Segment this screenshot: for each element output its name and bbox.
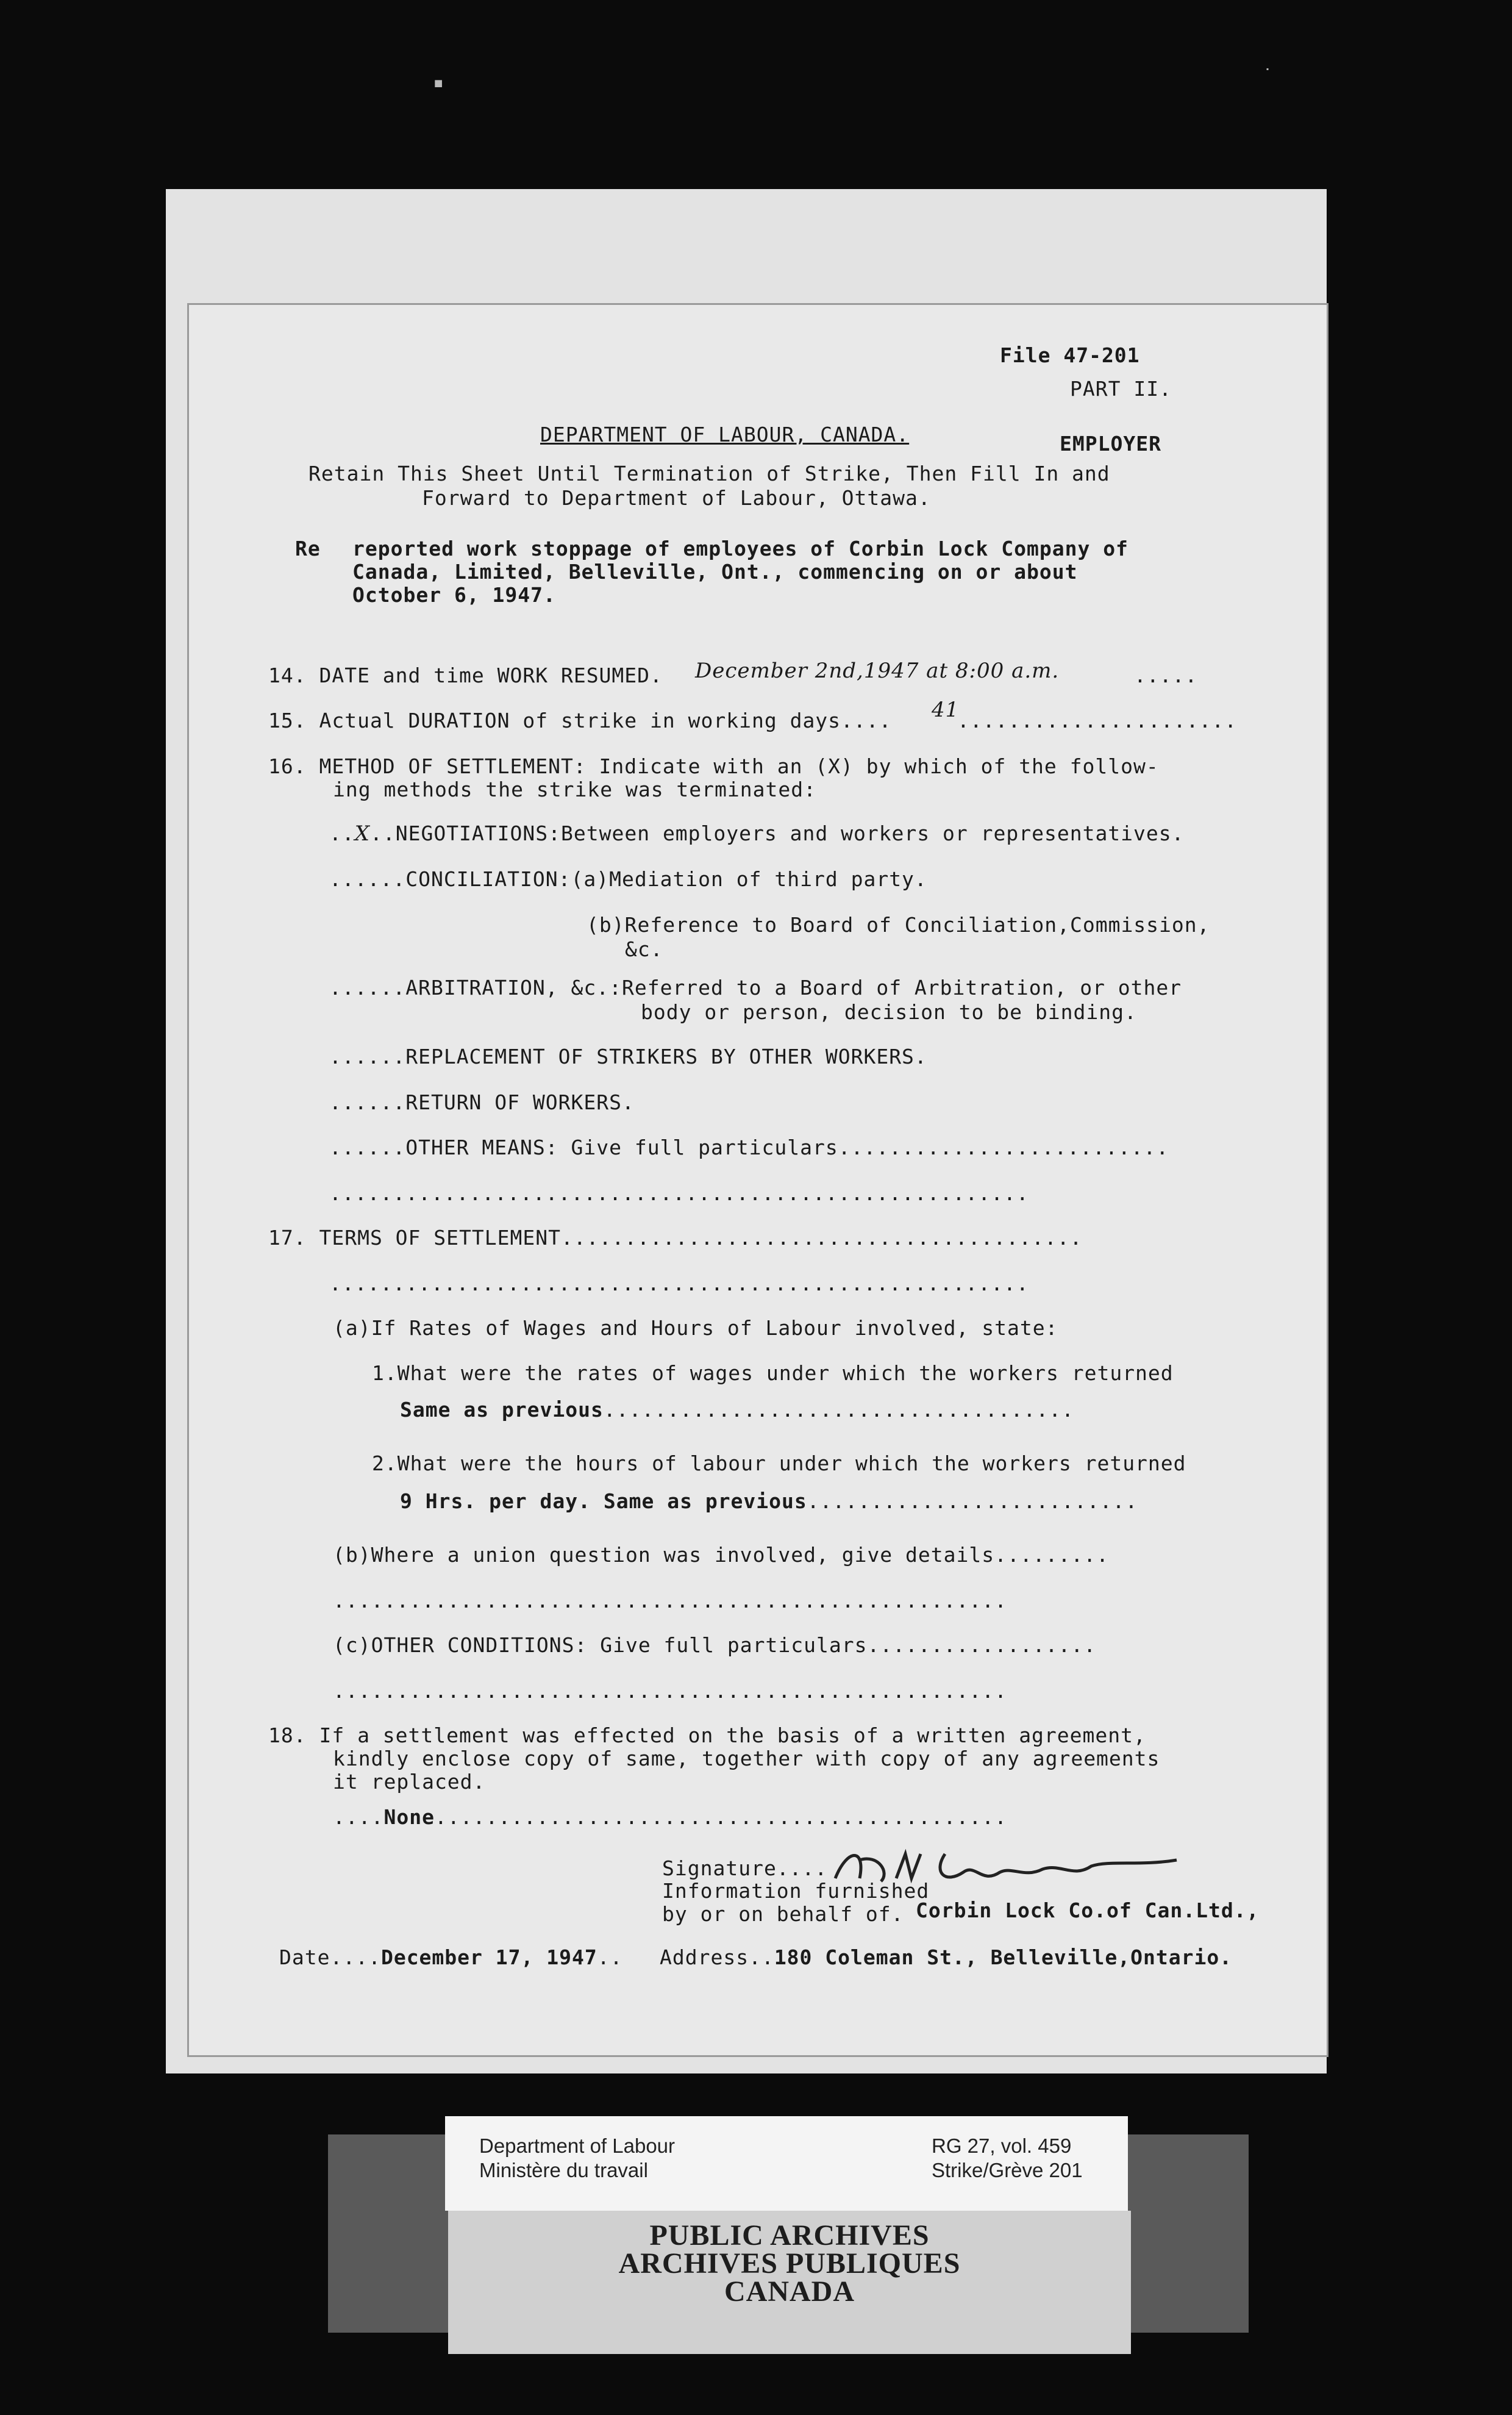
archive-reference-label bbox=[445, 2116, 1128, 2211]
part-label: PART II. bbox=[1070, 377, 1172, 401]
negotiations-text: NEGOTIATIONS:Between employers and workers or representatives. bbox=[395, 821, 1185, 845]
item-17c-row: (c)OTHER CONDITIONS: Give full particulars.................. bbox=[333, 1633, 1097, 1657]
film-speck: ▪ bbox=[433, 72, 444, 93]
re-label: Re bbox=[295, 537, 321, 560]
conciliation-b-line-1: (b)Reference to Board of Conciliation,Commission, bbox=[587, 913, 1210, 937]
item-17a-1-row: Same as previous..................................... bbox=[400, 1398, 1074, 1422]
item-17a-1-value: Same as previous bbox=[400, 1398, 604, 1422]
item-17a-2: 2.What were the hours of labour under which the workers returned bbox=[372, 1451, 1186, 1475]
dept-en: Department of Labour bbox=[479, 2134, 676, 2157]
instruction-line-1: Retain This Sheet Until Termination of Strike, Then Fill In and bbox=[308, 462, 1110, 485]
conciliation-row: ......CONCILIATION:(a)Mediation of third party. bbox=[329, 867, 927, 891]
rg-reference: RG 27, vol. 459 bbox=[932, 2134, 1072, 2157]
item-18-value: None bbox=[383, 1805, 435, 1829]
item-17a-2-row: 9 Hrs. per day. Same as previous.......................... bbox=[400, 1489, 1138, 1513]
info-line-2: by or on behalf of. bbox=[662, 1902, 904, 1926]
instruction-line-2: Forward to Department of Labour, Ottawa. bbox=[422, 486, 931, 510]
address-row bbox=[660, 1945, 1232, 1969]
public-archives-stamp bbox=[448, 2211, 1131, 2354]
re-line-2: Canada, Limited, Belleville, Ont., commencing on or about bbox=[352, 560, 1078, 584]
stamp-line-1: PUBLIC ARCHIVES bbox=[649, 2219, 930, 2252]
conciliation-text: CONCILIATION:(a)Mediation of third party. bbox=[405, 867, 927, 891]
info-line-1: Information furnished bbox=[662, 1879, 930, 1903]
dotted-leader: ...................... bbox=[957, 709, 1238, 732]
item-15-label: 15. Actual DURATION of strike in working days.... bbox=[268, 709, 892, 732]
item-17b-row: (b)Where a union question was involved, give details......... bbox=[333, 1543, 1109, 1567]
dotted-line: ....................................................... bbox=[329, 1181, 1029, 1205]
dotted-line: ..................................................... bbox=[333, 1679, 1007, 1703]
re-line-3: October 6, 1947. bbox=[352, 583, 556, 607]
date-label: Date.... bbox=[279, 1945, 381, 1969]
item-15-value: 41 bbox=[932, 698, 960, 722]
date-row: Date....December 17, 1947.. bbox=[279, 1945, 623, 1969]
negotiations-row: ..X..NEGOTIATIONS:Between employers and workers or representatives. bbox=[329, 821, 1185, 846]
film-speck: ˙ bbox=[1262, 66, 1274, 87]
dotted-line: ..................................................... bbox=[333, 1589, 1007, 1612]
negotiations-mark: X bbox=[354, 821, 370, 846]
strike-reference: Strike/Grève 201 bbox=[932, 2159, 1083, 2181]
dotted-leader: ..... bbox=[1134, 664, 1198, 687]
return-text: RETURN OF WORKERS. bbox=[405, 1090, 635, 1114]
conciliation-b-line-2: &c. bbox=[625, 937, 663, 961]
item-17a-1: 1.What were the rates of wages under which the workers returned bbox=[372, 1361, 1174, 1385]
address-label: Address.. bbox=[660, 1945, 774, 1969]
arbitration-line-2: body or person, decision to be binding. bbox=[641, 1000, 1137, 1024]
re-line-1: reported work stoppage of employees of Corbin Lock Company of bbox=[352, 537, 1129, 560]
signature-label: Signature bbox=[662, 1856, 777, 1880]
return-row: ......RETURN OF WORKERS. bbox=[329, 1090, 635, 1114]
item-18-line-2: kindly enclose copy of same, together with copy of any agreements bbox=[333, 1747, 1160, 1770]
item-16-line-1: 16. METHOD OF SETTLEMENT: Indicate with an (X) by which of the follow- bbox=[268, 754, 1159, 778]
item-17a-2-value: 9 Hrs. per day. Same as previous bbox=[400, 1489, 807, 1513]
item-18-line-3: it replaced. bbox=[333, 1770, 486, 1794]
dept-fr: Ministère du travail bbox=[479, 2159, 648, 2181]
item-14-value: December 2nd,1947 at 8:00 a.m. bbox=[695, 659, 1060, 683]
item-17-label: 17. TERMS OF SETTLEMENT bbox=[268, 1226, 561, 1250]
item-18-line-1: 18. If a settlement was effected on the basis of a written agreement, bbox=[268, 1723, 1146, 1747]
arbitration-text: ARBITRATION, &c.:Referred to a Board of Arbitration, or other bbox=[405, 976, 1182, 1000]
item-16-line-2: ing methods the strike was terminated: bbox=[333, 778, 816, 801]
item-14-label: 14. DATE and time WORK RESUMED. bbox=[268, 664, 663, 687]
signature-row: Signature.... bbox=[662, 1856, 828, 1880]
department-title: DEPARTMENT OF LABOUR, CANADA. bbox=[540, 423, 910, 446]
stamp-line-2: ARCHIVES PUBLIQUES bbox=[618, 2247, 961, 2280]
item-17-row: 17. TERMS OF SETTLEMENT......................................... bbox=[268, 1226, 1083, 1250]
company-name: Corbin Lock Co.of Can.Ltd., bbox=[916, 1898, 1260, 1922]
other-means-row: ......OTHER MEANS: Give full particulars.......................... bbox=[329, 1136, 1169, 1159]
file-number: File 47-201 bbox=[1000, 343, 1140, 367]
dotted-line: ....................................................... bbox=[329, 1272, 1029, 1295]
item-17a: (a)If Rates of Wages and Hours of Labour involved, state: bbox=[333, 1316, 1058, 1340]
item-18-row: ....None............................................. bbox=[333, 1805, 1008, 1829]
item-17b: (b)Where a union question was involved, give details bbox=[333, 1543, 995, 1567]
replacement-text: REPLACEMENT OF STRIKERS BY OTHER WORKERS. bbox=[405, 1045, 927, 1068]
other-means-text: OTHER MEANS: Give full particulars bbox=[405, 1136, 838, 1159]
replacement-row: ......REPLACEMENT OF STRIKERS BY OTHER WORKERS. bbox=[329, 1045, 927, 1068]
arbitration-row: ......ARBITRATION, &c.:Referred to a Board of Arbitration, or other bbox=[329, 976, 1182, 1000]
employer-label: EMPLOYER bbox=[1060, 432, 1161, 456]
address-value: 180 Coleman St., Belleville,Ontario. bbox=[774, 1945, 1233, 1969]
date-value: December 17, 1947 bbox=[380, 1945, 597, 1969]
stamp-line-3: CANADA bbox=[724, 2275, 855, 2308]
item-17c: (c)OTHER CONDITIONS: Give full particulars bbox=[333, 1633, 868, 1657]
